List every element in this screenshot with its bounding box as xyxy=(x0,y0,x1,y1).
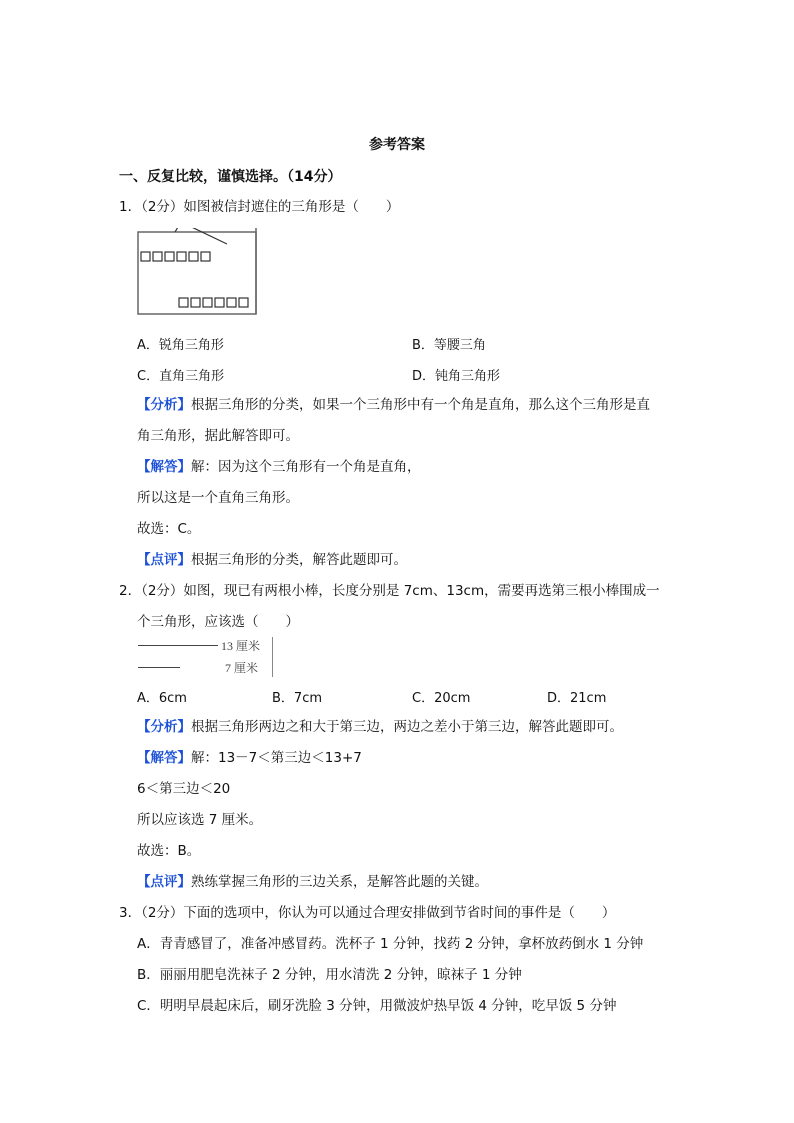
q2-option-d: D．21cm xyxy=(547,691,607,706)
q2-comment: 【点评】熟练掌握三角形的三边关系，是解答此题的关键。 xyxy=(137,874,488,890)
q2-option-a: A．6cm xyxy=(137,691,187,706)
q2-answer: 【解答】解：13－7＜第三边＜13+7 xyxy=(137,750,362,766)
stick-7 xyxy=(138,667,180,668)
q1-option-b: B．等腰三角 xyxy=(412,338,486,353)
q1-answer-cont: 所以这是一个直角三角形。 xyxy=(137,490,299,506)
q3-option-b: B．丽丽用肥皂洗袜子 2 分钟，用水清洗 2 分钟，晾袜子 1 分钟 xyxy=(137,967,522,983)
q3-option-a: A．青青感冒了，准备冲感冒药。洗杯子 1 分钟，找药 2 分钟，拿杯放药倒水 1 分钟 xyxy=(137,936,644,952)
q2-analysis: 【分析】根据三角形两边之和大于第三边，两边之差小于第三边，解答此题即可。 xyxy=(137,719,623,735)
sticks-figure xyxy=(137,637,274,677)
q2-choice: 故选：B。 xyxy=(137,843,201,859)
stick-13-label: 13 厘米 xyxy=(221,639,261,653)
q3-stem: 3．（2分）下面的选项中，你认为可以通过合理安排做到节省时间的事件是（ ） xyxy=(119,905,616,921)
q1-answer: 【解答】解：因为这个三角形有一个角是直角， xyxy=(137,459,421,475)
comment-tag: 【点评】 xyxy=(137,552,191,568)
q2-answer-line3: 所以应该选 7 厘米。 xyxy=(137,812,263,828)
section-heading: 一、反复比较，谨慎选择。（14分） xyxy=(119,169,342,185)
q2-stem-cont: 个三角形，应该选（ ） xyxy=(137,614,299,630)
q3-option-c: C．明明早晨起床后，刷牙洗脸 3 分钟，用微波炉热早饭 4 分钟，吃早饭 5 分钟 xyxy=(137,998,617,1014)
answer-tag: 【解答】 xyxy=(137,459,191,475)
q1-analysis: 【分析】根据三角形的分类，如果一个三角形中有一个角是直角，那么这个三角形是直 xyxy=(137,397,650,413)
q2-stem: 2．（2分）如图，现已有两根小棒，长度分别是 7cm、13cm，需要再选第三根小棒围成一 xyxy=(119,583,660,599)
q1-comment: 【点评】根据三角形的分类，解答此题即可。 xyxy=(137,552,407,568)
stick-13 xyxy=(138,645,218,646)
analysis-tag: 【分析】 xyxy=(137,397,191,413)
comment-tag: 【点评】 xyxy=(137,874,191,890)
q1-option-c: C．直角三角形 xyxy=(137,369,225,384)
page-title: 参考答案 xyxy=(369,137,425,153)
q1-analysis-cont: 角三角形，据此解答即可。 xyxy=(137,428,299,444)
answer-tag: 【解答】 xyxy=(137,750,191,766)
q1-option-d: D．钝角三角形 xyxy=(412,369,501,384)
analysis-tag: 【分析】 xyxy=(137,719,191,735)
q1-stem: 1．（2分）如图被信封遮住的三角形是（ ） xyxy=(119,199,400,215)
envelope-figure xyxy=(137,228,259,316)
q2-option-b: B．7cm xyxy=(272,691,323,706)
q1-option-a: A．锐角三角形 xyxy=(137,338,224,353)
stick-7-label: 7 厘米 xyxy=(225,661,259,675)
q2-answer-line2: 6＜第三边＜20 xyxy=(137,781,231,797)
q1-choice: 故选：C。 xyxy=(137,521,201,537)
q2-option-c: C．20cm xyxy=(412,691,471,706)
